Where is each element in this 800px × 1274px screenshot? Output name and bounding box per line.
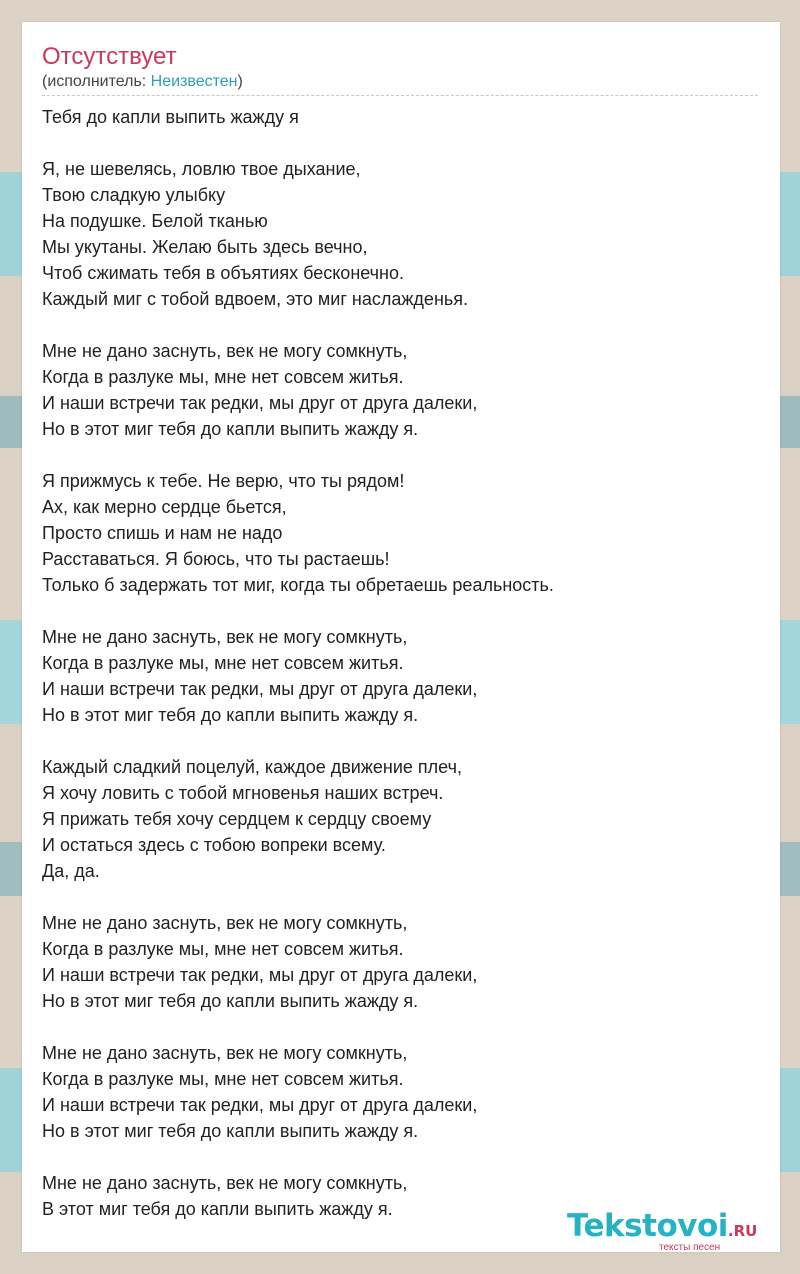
stanza-gap [42, 312, 758, 338]
lyric-line: Я прижать тебя хочу сердцем к сердцу своему [42, 809, 432, 829]
lyric-line: Мы укутаны. Желаю быть здесь вечно, [42, 237, 368, 257]
stanza-gap [42, 728, 758, 754]
lyric-line: И наши встречи так редки, мы друг от друга далеки, [42, 393, 478, 413]
lyric-line: Твою сладкую улыбку [42, 185, 226, 205]
artist-line [42, 72, 243, 92]
lyrics-text [42, 104, 758, 1222]
lyric-line: Мне не дано заснуть, век не могу сомкнуть, [42, 1043, 408, 1063]
lyric-line: Только б задержать тот миг, когда ты обретаешь реальность. [42, 575, 554, 595]
stanza-gap [42, 884, 758, 910]
lyric-line: Каждый миг с тобой вдвоем, это миг наслажденья. [42, 289, 469, 309]
lyric-line: Чтоб сжимать тебя в объятиях бесконечно. [42, 263, 405, 283]
stanza-gap [42, 598, 758, 624]
lyric-line: Когда в разлуке мы, мне нет совсем житья. [42, 653, 404, 673]
lyric-line: Тебя до капли выпить жажду я [42, 107, 299, 127]
lyric-line: Но в этот миг тебя до капли выпить жажду я. [42, 1121, 419, 1141]
lyric-line: Каждый сладкий поцелуй, каждое движение плеч, [42, 757, 462, 777]
lyric-line: Но в этот миг тебя до капли выпить жажду я. [42, 705, 419, 725]
lyric-line: Я прижмусь к тебе. Не верю, что ты рядом! [42, 471, 405, 491]
lyric-line: Я хочу ловить с тобой мгновенья наших встреч. [42, 783, 444, 803]
lyric-line: В этот миг тебя до капли выпить жажду я. [42, 1199, 393, 1219]
stanza-gap [42, 1144, 758, 1170]
lyric-line: Но в этот миг тебя до капли выпить жажду я. [42, 991, 419, 1011]
site-logo[interactable] [567, 1208, 777, 1252]
lyric-line: И наши встречи так редки, мы друг от друга далеки, [42, 1095, 478, 1115]
lyric-line: Мне не дано заснуть, век не могу сомкнуть, [42, 913, 408, 933]
artist-prefix: (исполнитель: [42, 73, 151, 90]
lyric-line: И наши встречи так редки, мы друг от друга далеки, [42, 679, 478, 699]
lyric-line: Я, не шевелясь, ловлю твое дыхание, [42, 159, 361, 179]
artist-link[interactable]: Неизвестен [150, 73, 238, 90]
song-title: Отсутствует [42, 43, 177, 70]
lyric-line: Мне не дано заснуть, век не могу сомкнуть, [42, 627, 408, 647]
logo-name: Tekstovoi [567, 1208, 728, 1244]
lyric-line: Расставаться. Я боюсь, что ты растаешь! [42, 549, 390, 569]
logo-tagline: тексты песен [659, 1242, 721, 1253]
lyric-line: Мне не дано заснуть, век не могу сомкнуть, [42, 1173, 408, 1193]
lyric-line: И наши встречи так редки, мы друг от друга далеки, [42, 965, 478, 985]
lyric-line: На подушке. Белой тканью [42, 211, 268, 231]
stanza-gap [42, 130, 758, 156]
lyric-line: Ах, как мерно сердце бьется, [42, 497, 287, 517]
lyric-line: Мне не дано заснуть, век не могу сомкнуть, [42, 341, 408, 361]
lyrics-card [22, 22, 780, 1252]
lyric-line: Когда в разлуке мы, мне нет совсем житья. [42, 367, 404, 387]
lyric-line: Когда в разлуке мы, мне нет совсем житья. [42, 1069, 404, 1089]
lyric-line: Да, да. [42, 861, 100, 881]
stanza-gap [42, 1014, 758, 1040]
lyric-line: Просто спишь и нам не надо [42, 523, 283, 543]
lyric-line: Но в этот миг тебя до капли выпить жажду я. [42, 419, 419, 439]
lyric-line: И остаться здесь с тобою вопреки всему. [42, 835, 386, 855]
artist-suffix: ) [237, 73, 243, 90]
stanza-gap [42, 442, 758, 468]
lyric-line: Когда в разлуке мы, мне нет совсем житья. [42, 939, 404, 959]
logo-tld: .RU [727, 1222, 758, 1240]
title-divider [42, 95, 758, 96]
